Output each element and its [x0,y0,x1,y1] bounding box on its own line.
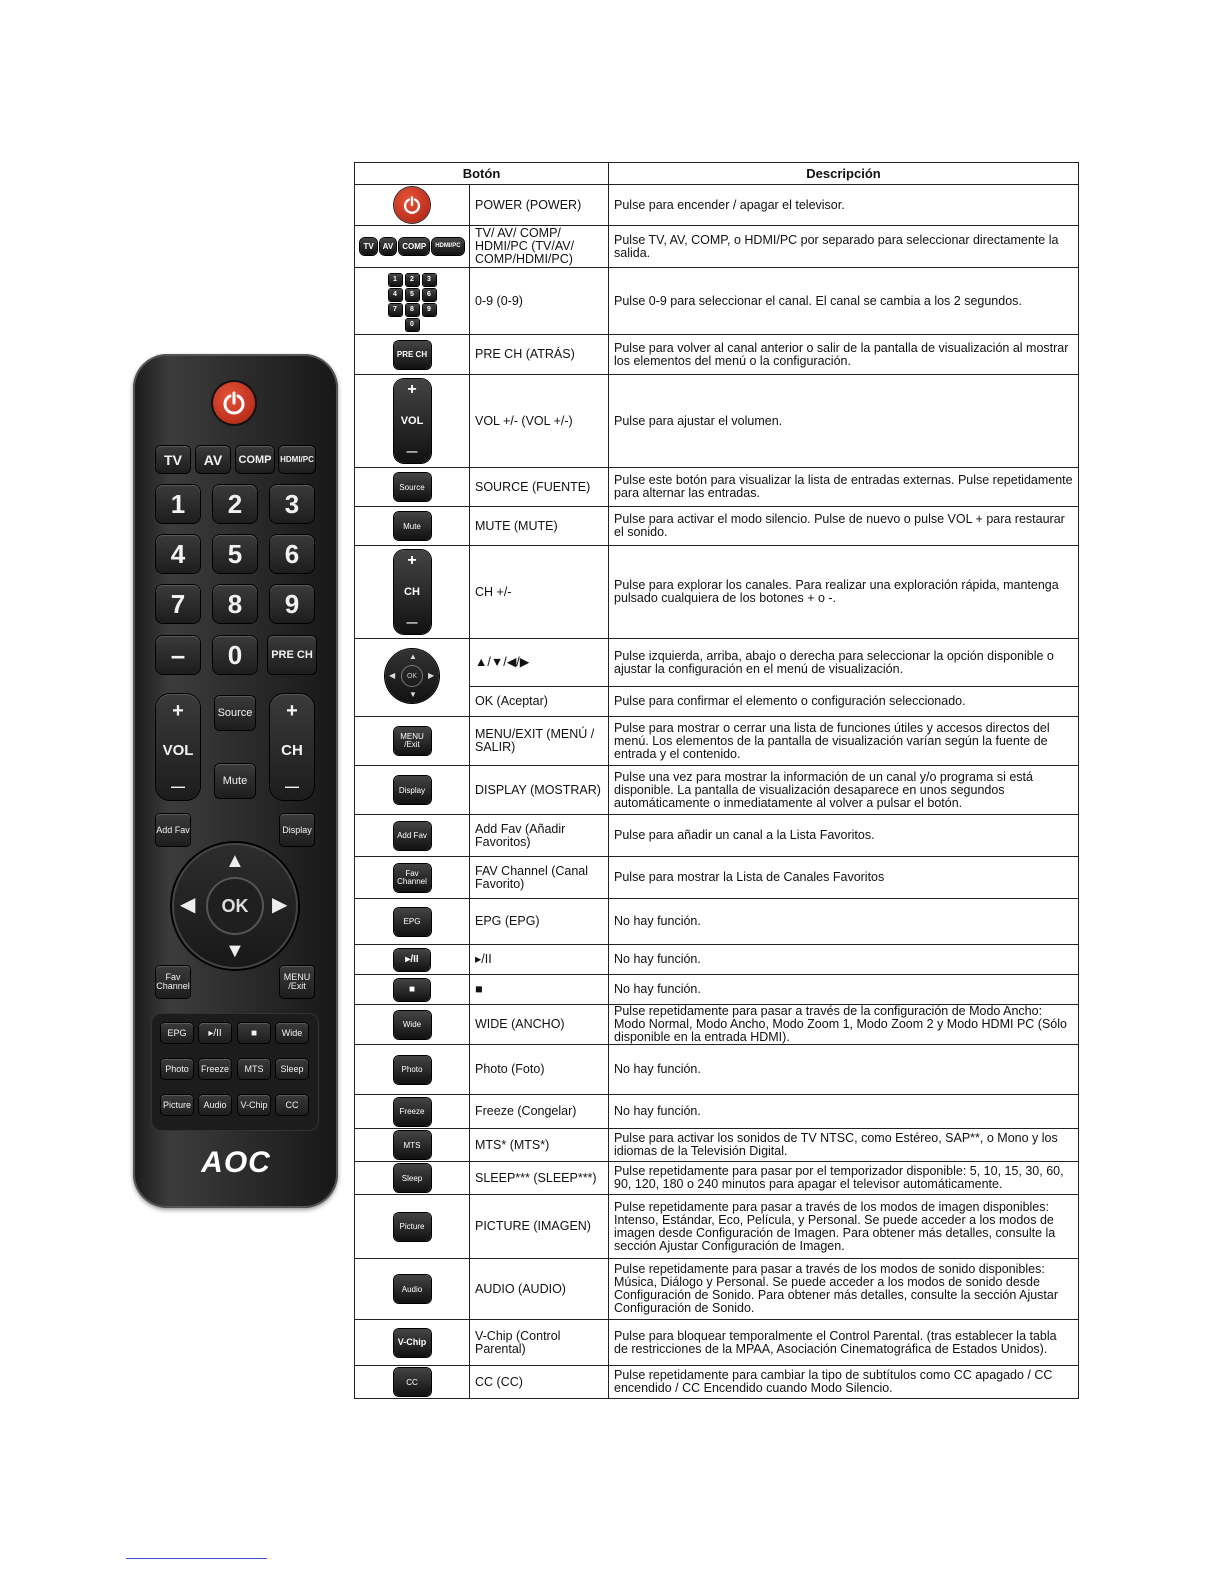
button-name: DISPLAY (MOSTRAR) [470,766,609,815]
table-row [355,945,1079,975]
remote-picture-button: Picture [161,1095,193,1115]
button-description: No hay función. [609,1045,1079,1095]
photo-icon: Photo [394,1056,431,1084]
button-description: Pulse para encender / apagar el televisor. [609,185,1079,226]
remote-mute-button: Mute [215,764,255,798]
button-description: Pulse repetidamente para pasar a través de los modos de sonido disponibles: Música, Diálogo y Personal. Se puede acceder a los modos de sonido desde Configuración de Sonido. Para obtener más detalles, consulte la sección Ajustar Configuración de Sonido. [609,1259,1079,1320]
picture-icon: Picture [394,1213,431,1241]
table-row [355,268,1079,335]
arrow-left-icon: ◀ [180,894,196,916]
mts-icon: MTS [394,1131,431,1159]
table-row [355,1095,1079,1129]
table-row [355,1162,1079,1195]
remote-ch-label: CH [281,742,303,759]
arrow-up-icon: ▲ [225,850,245,872]
button-name: CH +/- [470,546,609,639]
stop-icon: ■ [394,979,430,1001]
button-description: No hay función. [609,945,1079,975]
sleep-icon: Sleep [394,1164,431,1192]
menu-icon: MENU /Exit [394,727,431,755]
button-name: WIDE (ANCHO) [470,1005,609,1045]
button-description: Pulse repetidamente para pasar a través de la configuración de Modo Ancho: Modo Normal, Modo Ancho, Modo Zoom 1, Modo Zoom 2 y Modo HDMI PC (Sólo disponible en la entrada HDMI). [609,1005,1079,1045]
arrow-right-icon: ▶ [272,894,288,916]
plus-icon: + [172,700,184,722]
table-row [355,335,1079,375]
remote-power-button [213,382,255,424]
plus-icon: + [407,381,417,398]
remote-vol-rocker [156,694,200,800]
table-row [355,1320,1079,1366]
remote-mts-button: MTS [238,1059,270,1079]
button-description: Pulse para mostrar la Lista de Canales Favoritos [609,857,1079,899]
remote-digit-2: 2 [213,485,257,523]
mute-icon: Mute [394,512,431,540]
button-description-table [354,162,1079,1399]
button-name: MENU/EXIT (MENÚ / SALIR) [470,717,609,766]
table-row [355,546,1079,639]
remote-favchannel-button: Fav Channel [156,966,190,998]
button-name: MTS* (MTS*) [470,1129,609,1162]
footnote-separator [126,1558,267,1559]
table-row [355,375,1079,468]
table-row [355,507,1079,546]
remote-epg-button: EPG [161,1023,193,1043]
table-row [355,1045,1079,1095]
remote-menu-button: MENU /Exit [280,966,314,998]
button-name: AUDIO (AUDIO) [470,1259,609,1320]
button-name: SLEEP*** (SLEEP***) [470,1162,609,1195]
button-description: Pulse TV, AV, COMP, o HDMI/PC por separado para seleccionar directamente la salida. [609,226,1079,268]
remote-addfav-button: Add Fav [156,814,190,846]
button-description: Pulse izquierda, arriba, abajo o derecha para seleccionar la opción disponible o ajustar la configuración en el menú de visualización. [609,639,1079,687]
remote-cc-button: CC [276,1095,308,1115]
table-row [355,1259,1079,1320]
remote-digit-8: 8 [213,585,257,623]
button-name: ■ [470,975,609,1005]
button-description: Pulse para añadir un canal a la Lista Favoritos. [609,815,1079,857]
remote-ch-rocker [270,694,314,800]
remote-dash-button: – [156,636,200,674]
button-name: MUTE (MUTE) [470,507,609,546]
table-row [355,185,1079,226]
minus-icon: — [285,778,299,794]
remote-ok-button: OK [208,879,262,933]
aoc-logo: AOC [201,1146,271,1179]
table-row [355,1366,1079,1399]
table-row [355,857,1079,899]
button-description: Pulse para explorar los canales. Para realizar una exploración rápida, mantenga pulsado cualquiera de los botones + o -. [609,546,1079,639]
remote-display-button: Display [280,814,314,846]
wide-icon: Wide [394,1011,431,1039]
table-row [355,1195,1079,1259]
favchannel-icon: Fav Channel [394,864,431,892]
table-row [355,717,1079,766]
remote-digit-5: 5 [213,535,257,573]
remote-playpause-button: ▸/II [199,1023,231,1043]
remote-photo-button: Photo [161,1059,193,1079]
plus-icon: + [407,552,417,569]
remote-dpad [172,843,298,969]
button-name: EPG (EPG) [470,899,609,945]
button-name: VOL +/- (VOL +/-) [470,375,609,468]
button-description: No hay función. [609,899,1079,945]
freeze-icon: Freeze [394,1098,431,1126]
button-description: Pulse para ajustar el volumen. [609,375,1079,468]
number-pad-icon: 1 2 3 4 5 6 7 8 9 0 [389,274,436,331]
power-icon [221,390,247,416]
minus-icon: — [171,778,185,794]
epg-icon: EPG [394,908,431,936]
display-icon: Display [394,776,431,804]
remote-prech-button: PRE CH [268,636,316,674]
remote-digit-0: 0 [213,636,257,674]
button-description: Pulse repetidamente para pasar por el temporizador disponible: 5, 10, 15, 30, 60, 90, 120, 180 o 240 minutos para apagar el televisor automáticamente. [609,1162,1079,1195]
remote-comp-button: COMP [236,446,274,473]
button-description: Pulse para volver al canal anterior o salir de la pantalla de visualización al mostrar los elementos del menú o la configuración. [609,335,1079,375]
button-description: Pulse para confirmar el elemento o configuración seleccionado. [609,687,1079,717]
cc-icon: CC [394,1368,431,1396]
button-name: POWER (POWER) [470,185,609,226]
header-description: Descripción [609,163,1079,185]
remote-av-button: AV [196,446,230,473]
remote-vol-label: VOL [162,742,194,759]
button-name: 0-9 (0-9) [470,268,609,335]
table-row [355,899,1079,945]
button-description: Pulse repetidamente para pasar a través de los modos de imagen disponibles: Intenso, Estándar, Eco, Película, y Personal. Se puede acceder a los modos de imagen desde Configuración de Imagen. Para obtener más detalles, consulte la sección Ajustar Configuración de Imagen. [609,1195,1079,1259]
audio-icon: Audio [394,1275,431,1303]
header-button: Botón [355,163,609,185]
remote-freeze-button: Freeze [199,1059,231,1079]
button-description: Pulse una vez para mostrar la información de un canal y/o programa si está disponible. La pantalla de visualización desaparece en unos segundos automáticamente o inmediatamente al volver a pulsar el botón. [609,766,1079,815]
prech-icon: PRE CH [394,341,431,369]
remote-digit-9: 9 [270,585,314,623]
button-name: Photo (Foto) [470,1045,609,1095]
button-description: Pulse este botón para visualizar la lista de entradas externas. Pulse repetidamente para alternar las entradas. [609,468,1079,507]
table-row [355,468,1079,507]
table-row [355,226,1079,268]
button-name: V-Chip (Control Parental) [470,1320,609,1366]
remote-source-button: Source [215,696,255,730]
table-row [355,766,1079,815]
table-row [355,815,1079,857]
vol-rocker-icon: + VOL — [394,379,431,463]
button-name: CC (CC) [470,1366,609,1399]
button-name: Add Fav (Añadir Favoritos) [470,815,609,857]
arrow-down-icon: ▼ [225,940,245,962]
remote-digit-7: 7 [156,585,200,623]
play-pause-icon: ▸/II [394,949,430,971]
remote-hdmi-button: HDMI/PC [279,446,315,473]
button-description: Pulse para activar el modo silencio. Pulse de nuevo o pulse VOL + para restaurar el sonido. [609,507,1079,546]
remote-digit-3: 3 [270,485,314,523]
button-name: PICTURE (IMAGEN) [470,1195,609,1259]
remote-tv-button: TV [156,446,190,473]
button-description: No hay función. [609,975,1079,1005]
button-description: Pulse para bloquear temporalmente el Control Parental. (tras establecer la tabla de restricciones de la MPAA, Asociación Cinematográfica de Estados Unidos). [609,1320,1079,1366]
plus-icon: + [286,700,298,722]
minus-icon: — [406,617,418,629]
power-icon [394,187,430,223]
table-row [355,1005,1079,1045]
table-header-row [355,163,1079,185]
table-row [355,1129,1079,1162]
button-name: Freeze (Congelar) [470,1095,609,1129]
table-row [355,975,1079,1005]
ch-rocker-icon: + CH — [394,550,431,634]
dpad-icon: ▲ ▼ ◀ ▶ OK [385,649,439,703]
source-buttons-icon: TV AV COMP HDMI/PC [360,238,463,255]
button-name: TV/ AV/ COMP/ HDMI/PC (TV/AV/ COMP/HDMI/PC) [470,226,609,268]
source-icon: Source [394,473,431,501]
remote-vchip-button: V-Chip [238,1095,270,1115]
button-description: No hay función. [609,1095,1079,1129]
remote-digit-4: 4 [156,535,200,573]
button-name: SOURCE (FUENTE) [470,468,609,507]
remote-stop-button: ■ [238,1023,270,1043]
button-description: Pulse para mostrar o cerrar una lista de funciones útiles y accesos directos del menú. Los elementos de la pantalla de visualización varían según la fuente de entrada y el contenido. [609,717,1079,766]
remote-wide-button: Wide [276,1023,308,1043]
button-description: Pulse para activar los sonidos de TV NTSC, como Estéreo, SAP**, o Mono y los idiomas de la Televisión Digital. [609,1129,1079,1162]
remote-sleep-button: Sleep [276,1059,308,1079]
minus-icon: — [406,446,418,458]
addfav-icon: Add Fav [394,822,431,850]
remote-audio-button: Audio [199,1095,231,1115]
button-name: ▲/▼/◀/▶ [470,639,609,687]
remote-digit-6: 6 [270,535,314,573]
button-description: Pulse repetidamente para cambiar la tipo de subtítulos como CC apagado / CC encendido / CC Encendido cuando Modo Silencio. [609,1366,1079,1399]
button-description: Pulse 0-9 para seleccionar el canal. El canal se cambia a los 2 segundos. [609,268,1079,335]
table-row [355,639,1079,687]
remote-digit-1: 1 [156,485,200,523]
button-name: ▸/II [470,945,609,975]
button-name: OK (Aceptar) [470,687,609,717]
button-name: FAV Channel (Canal Favorito) [470,857,609,899]
vchip-icon: V-Chip [394,1329,431,1357]
button-name: PRE CH (ATRÁS) [470,335,609,375]
